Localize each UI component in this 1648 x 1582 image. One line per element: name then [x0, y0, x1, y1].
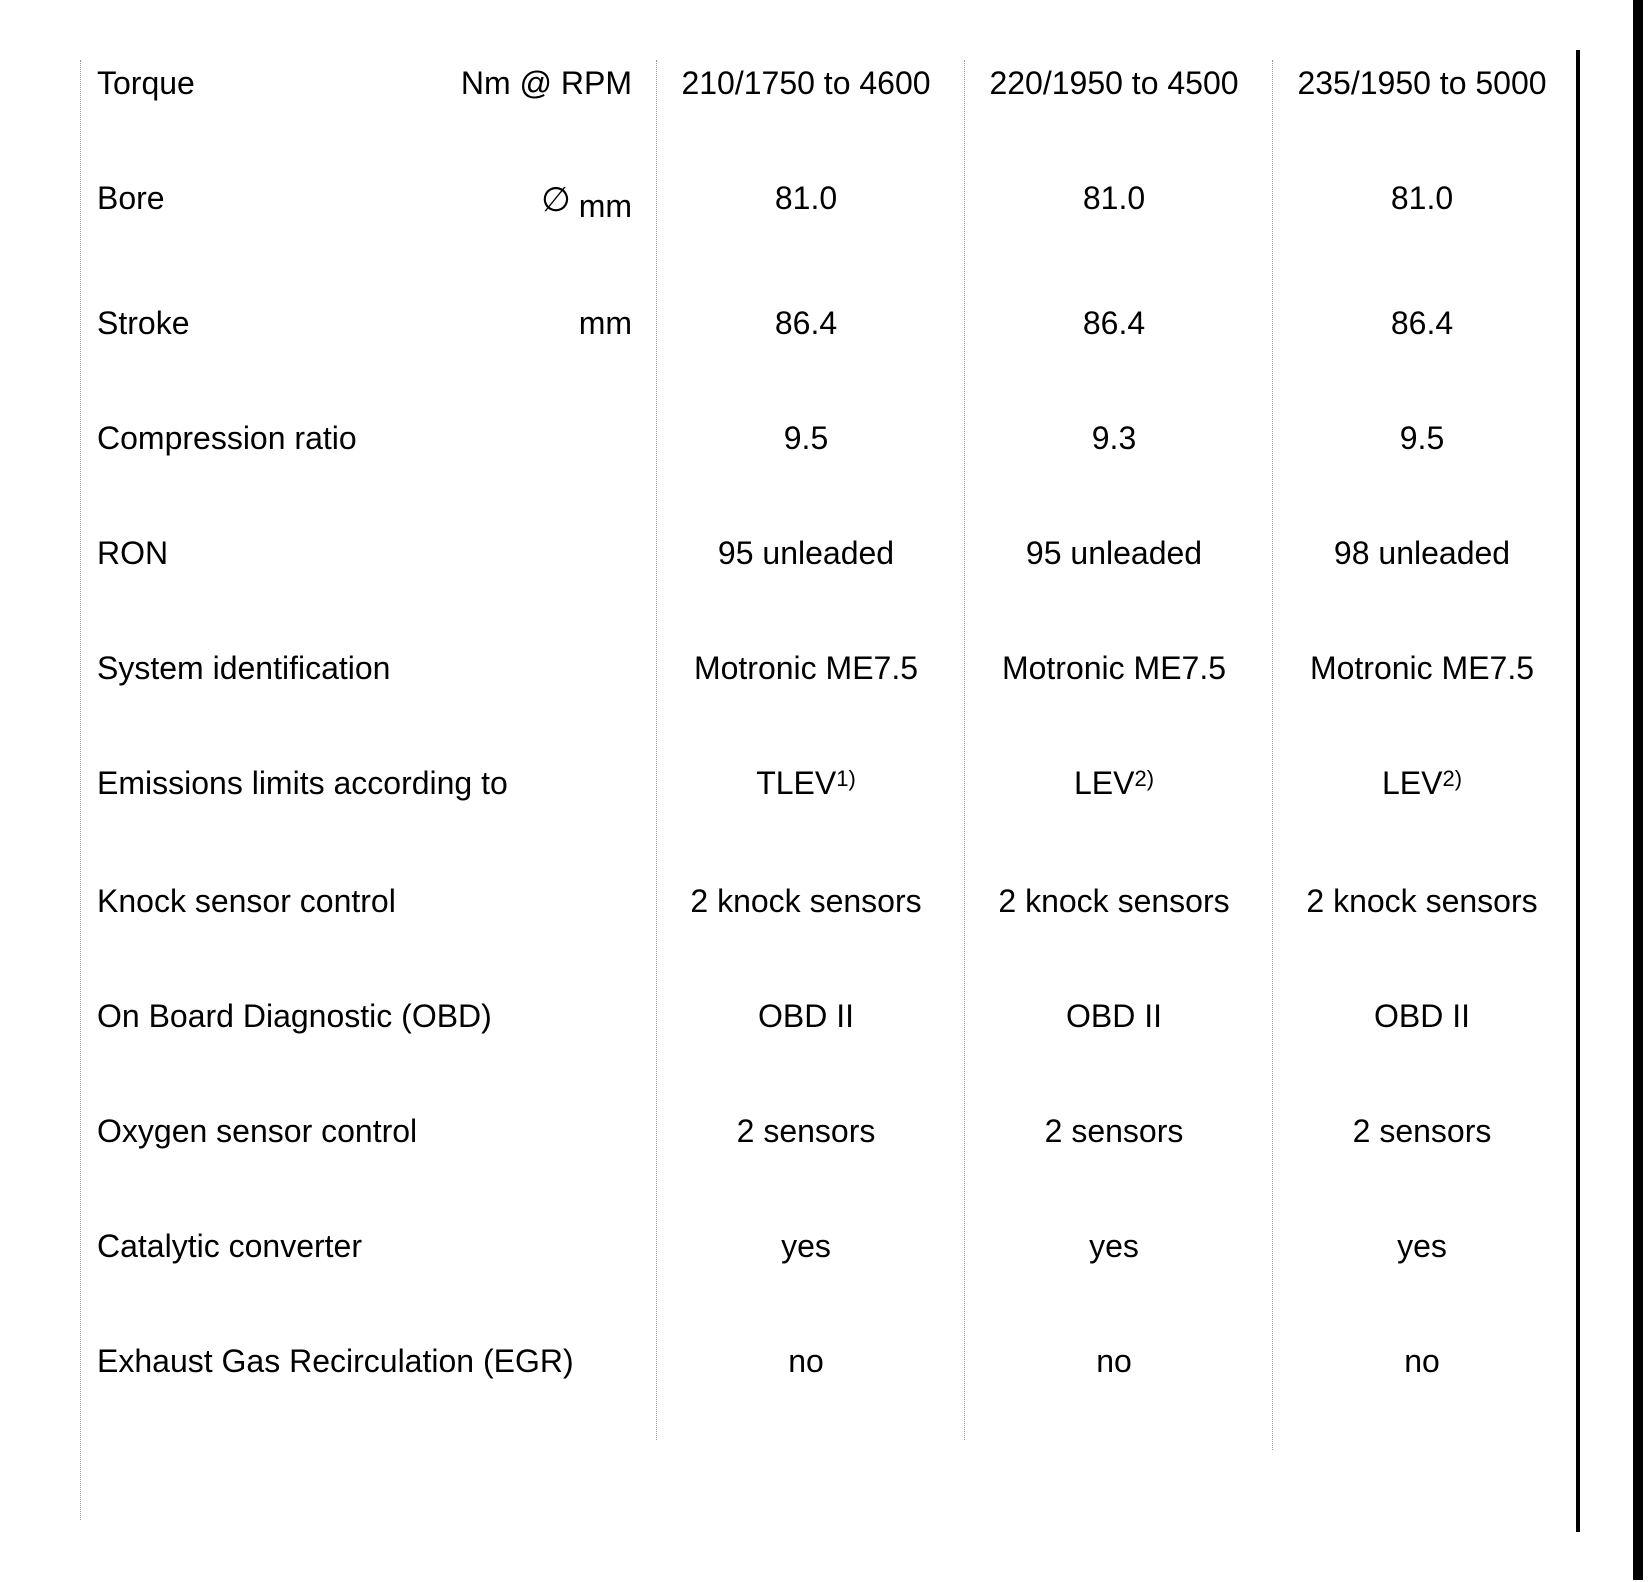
- cell: no: [1404, 1343, 1440, 1379]
- cell: 2 knock sensors: [998, 883, 1230, 919]
- row-obd: [0, 996, 1570, 1056]
- cell: 9.3: [1091, 420, 1137, 456]
- cell: no: [1096, 1343, 1132, 1379]
- row-egr: [0, 1341, 1570, 1401]
- row-torque: [0, 63, 1570, 123]
- cell: 2 sensors: [736, 1113, 876, 1149]
- cell: [656, 763, 956, 803]
- cell: 98 unleaded: [1333, 535, 1511, 571]
- row-ron: [0, 533, 1570, 593]
- cell: 2 knock sensors: [1306, 883, 1538, 919]
- cell: 95 unleaded: [717, 535, 895, 571]
- row-label: Bore: [97, 180, 165, 216]
- cell: Motronic ME7.5: [1001, 650, 1227, 686]
- row-bore: [0, 178, 1570, 238]
- row-label: Exhaust Gas Recirculation (EGR): [97, 1343, 574, 1379]
- cell: 9.5: [783, 420, 829, 456]
- row-label: Stroke: [97, 305, 190, 341]
- cell: 86.4: [1390, 305, 1454, 341]
- row-label: Oxygen sensor control: [97, 1113, 418, 1149]
- cell: 86.4: [1082, 305, 1146, 341]
- cell: 2 sensors: [1044, 1113, 1184, 1149]
- cell: OBD II: [1065, 998, 1162, 1034]
- row-emissions-limits: [0, 763, 1570, 823]
- row-label: Knock sensor control: [97, 883, 396, 919]
- cell: 9.5: [1399, 420, 1445, 456]
- cell: 220/1950 to 4500: [989, 65, 1239, 101]
- cell: 210/1750 to 4600: [681, 65, 931, 101]
- row-label: System identification: [97, 650, 391, 686]
- row-stroke: [0, 303, 1570, 363]
- row-label: Emissions limits according to: [97, 765, 508, 801]
- cell: yes: [1397, 1228, 1447, 1264]
- cell: 81.0: [1082, 180, 1146, 216]
- cell: 95 unleaded: [1025, 535, 1203, 571]
- footnote-marker: 2): [1134, 766, 1155, 791]
- row-knock-sensor-control: [0, 881, 1570, 941]
- cell: [1272, 763, 1572, 803]
- cell-value: TLEV: [756, 765, 837, 801]
- cell: yes: [1089, 1228, 1139, 1264]
- row-system-identification: [0, 648, 1570, 708]
- row-label: RON: [97, 535, 169, 571]
- cell: OBD II: [1373, 998, 1470, 1034]
- cell: [964, 763, 1264, 803]
- cell-value: LEV: [1381, 765, 1443, 801]
- footnote-marker: 2): [1442, 766, 1463, 791]
- cell: 2 sensors: [1352, 1113, 1492, 1149]
- row-unit-text: mm: [578, 188, 632, 224]
- row-label: On Board Diagnostic (OBD): [97, 998, 492, 1034]
- cell: yes: [781, 1228, 831, 1264]
- cell: 81.0: [1390, 180, 1454, 216]
- cell: Motronic ME7.5: [1309, 650, 1535, 686]
- row-unit: mm: [578, 305, 632, 341]
- row-label: Compression ratio: [97, 420, 357, 456]
- cell: 81.0: [774, 180, 838, 216]
- row-unit: [541, 181, 632, 226]
- row-label: Torque: [97, 65, 195, 101]
- cell: OBD II: [757, 998, 854, 1034]
- row-oxygen-sensor-control: [0, 1111, 1570, 1171]
- cell: no: [788, 1343, 824, 1379]
- cell: 235/1950 to 5000: [1297, 65, 1547, 101]
- diameter-icon: ∅: [541, 181, 571, 219]
- row-label: Catalytic converter: [97, 1228, 362, 1264]
- table-right-border: [1576, 50, 1580, 1532]
- cell: Motronic ME7.5: [693, 650, 919, 686]
- row-catalytic-converter: [0, 1226, 1570, 1286]
- row-unit: Nm @ RPM: [460, 65, 632, 101]
- scan-edge-band: [1633, 0, 1643, 1580]
- cell-value: LEV: [1073, 765, 1135, 801]
- footnote-marker: 1): [836, 766, 856, 791]
- cell: 86.4: [774, 305, 838, 341]
- row-compression-ratio: [0, 418, 1570, 478]
- cell: 2 knock sensors: [690, 883, 922, 919]
